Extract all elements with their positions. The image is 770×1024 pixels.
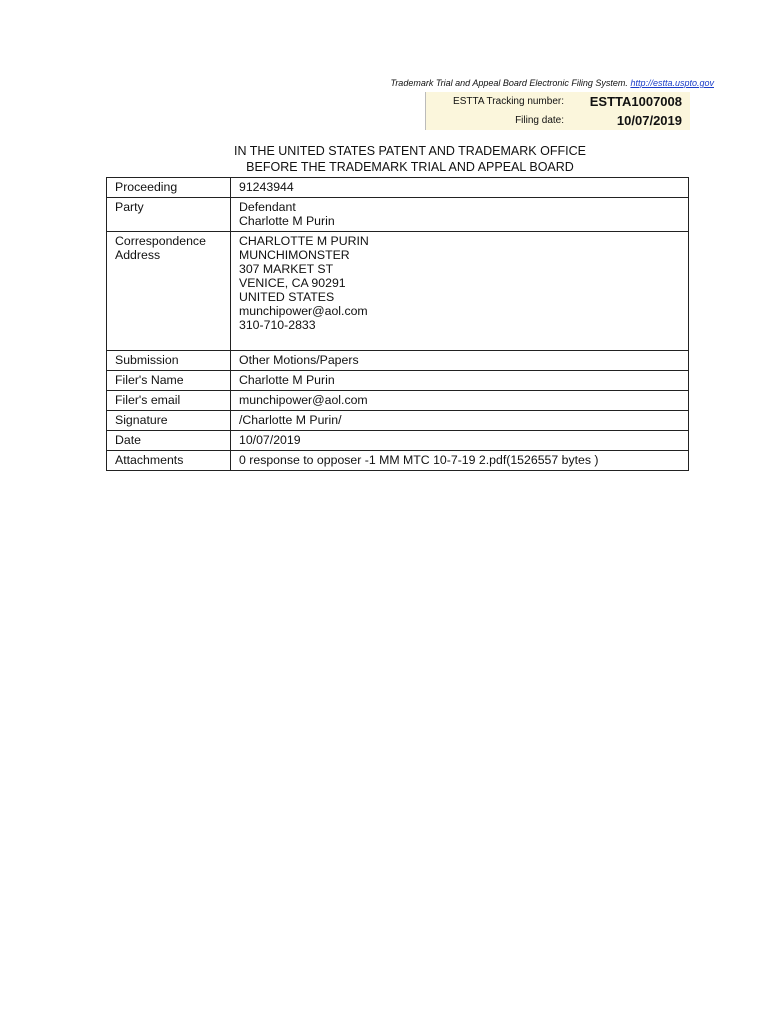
proceeding-value: 91243944 — [231, 178, 689, 198]
title-line-2: BEFORE THE TRADEMARK TRIAL AND APPEAL BOARD — [246, 160, 574, 174]
party-role: Defendant — [239, 200, 296, 214]
address-line: UNITED STATES — [239, 290, 335, 304]
tracking-label: ESTTA Tracking number: — [453, 96, 564, 107]
submission-value: Other Motions/Papers — [231, 351, 689, 371]
filers-email-label: Filer's email — [107, 391, 231, 411]
party-value — [231, 198, 689, 232]
date-label: Date — [107, 431, 231, 451]
address-phone: 310-710-2833 — [239, 318, 316, 332]
filing-info-table — [106, 177, 689, 471]
address-line: MUNCHIMONSTER — [239, 248, 350, 262]
correspondence-label-line-2: Address — [115, 248, 161, 262]
table-row — [107, 198, 689, 232]
submission-label: Submission — [107, 351, 231, 371]
date-value: 10/07/2019 — [231, 431, 689, 451]
address-line: VENICE, CA 90291 — [239, 276, 346, 290]
party-label: Party — [107, 198, 231, 232]
tracking-number: ESTTA1007008 — [589, 94, 682, 109]
table-row — [107, 371, 689, 391]
filers-name-value: Charlotte M Purin — [231, 371, 689, 391]
address-line: 307 MARKET ST — [239, 262, 334, 276]
filing-date-label: Filing date: — [515, 115, 564, 126]
signature-label: Signature — [107, 411, 231, 431]
attachments-value: 0 response to opposer -1 MM MTC 10-7-19 2.pdf(1526557 bytes ) — [231, 451, 689, 471]
correspondence-address — [231, 232, 689, 351]
address-line: CHARLOTTE M PURIN — [239, 234, 369, 248]
table-row — [107, 431, 689, 451]
filers-name-label: Filer's Name — [107, 371, 231, 391]
estta-system-header — [300, 78, 714, 88]
correspondence-label — [107, 232, 231, 351]
filers-email-value: munchipower@aol.com — [231, 391, 689, 411]
signature-value: /Charlotte M Purin/ — [231, 411, 689, 431]
title-line-1: IN THE UNITED STATES PATENT AND TRADEMARK OFFICE — [234, 144, 586, 158]
address-email: munchipower@aol.com — [239, 304, 368, 318]
filing-date-value: 10/07/2019 — [616, 113, 682, 128]
table-row — [107, 391, 689, 411]
filing-date-row — [426, 111, 690, 130]
tracking-box — [425, 92, 690, 130]
table-row — [107, 351, 689, 371]
tracking-row — [426, 92, 690, 111]
proceeding-label: Proceeding — [107, 178, 231, 198]
table-row — [107, 411, 689, 431]
correspondence-label-line-1: Correspondence — [115, 234, 206, 248]
system-text: Trademark Trial and Appeal Board Electronic Filing System. — [390, 78, 628, 88]
attachments-label: Attachments — [107, 451, 231, 471]
table-row — [107, 232, 689, 351]
table-row — [107, 178, 689, 198]
table-row — [107, 451, 689, 471]
estta-link[interactable]: http://estta.uspto.gov — [630, 78, 714, 88]
party-name: Charlotte M Purin — [239, 214, 335, 228]
